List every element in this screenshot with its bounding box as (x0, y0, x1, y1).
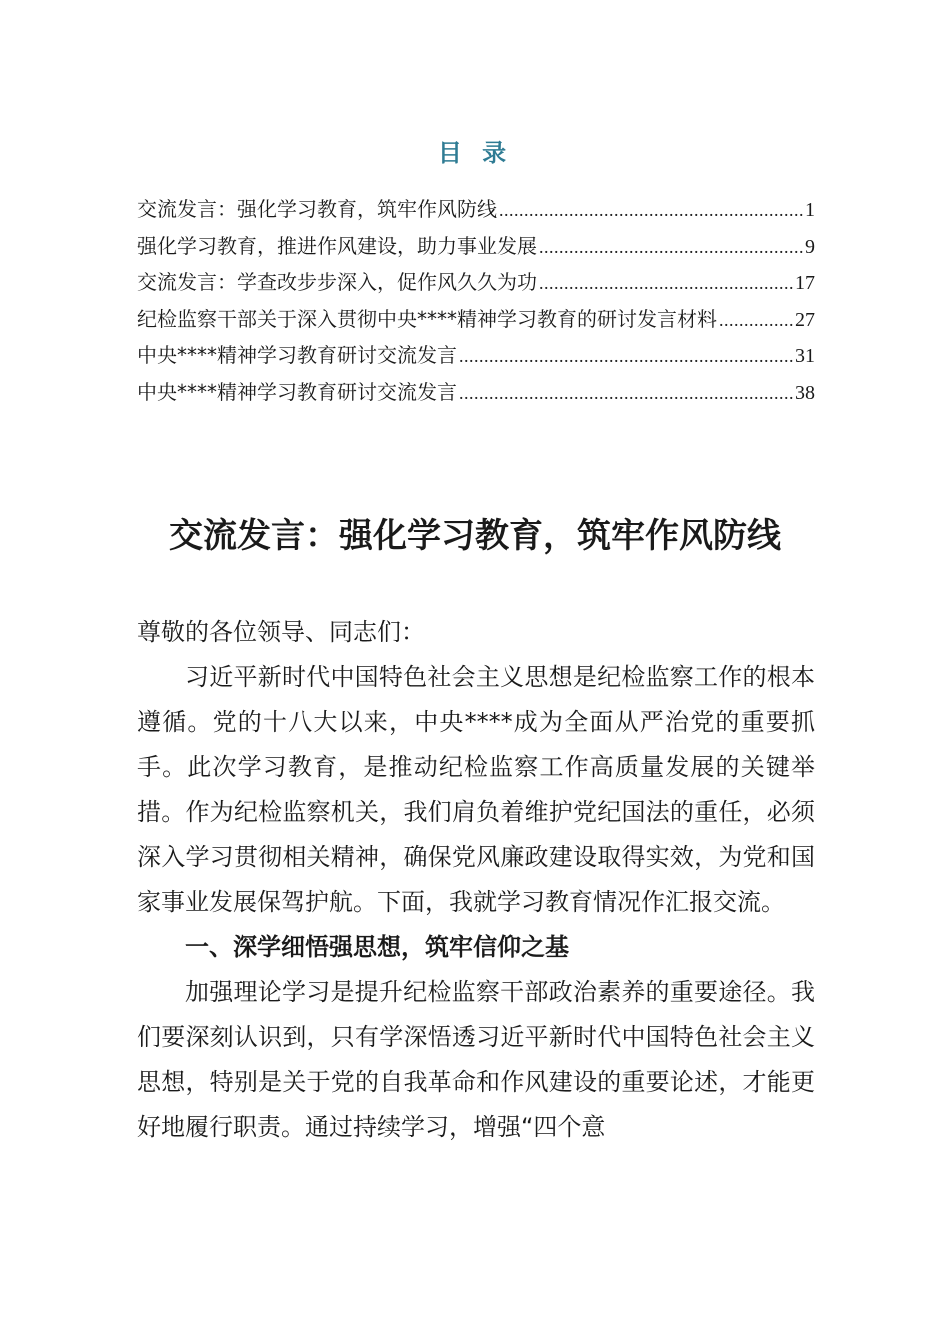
toc-entry-page: 27 (795, 308, 815, 331)
salutation: 尊敬的各位领导、同志们： (137, 618, 425, 646)
toc-entry-text: 中央****精神学习教育研讨交流发言 (137, 343, 457, 368)
toc-entry[interactable] (137, 340, 815, 377)
paragraph: 加强理论学习是提升纪检监察干部政治素养的重要途径。我们要深刻认识到，只有学深悟透习近平新时代中国特色社会主义思想，特别是关于党的自我革命和作风建设的重要论述，才能更好地履行职责。通过持续学习，增强“四个意 (137, 978, 815, 1141)
toc-entry[interactable] (137, 231, 815, 268)
article-title: 交流发言：强化学习教育，筑牢作风防线 (169, 516, 781, 556)
section-heading: 一、深学细悟强思想，筑牢信仰之基 (185, 933, 569, 961)
paragraph: 习近平新时代中国特色社会主义思想是纪检监察工作的根本遵循。党的十八大以来，中央****成为全面从严治党的重要抓手。此次学习教育，是推动纪检监察工作高质量发展的关键举措。作为纪检监察机关，我们肩负着维护党纪国法的重任，必须深入学习贯彻相关精神，确保党风廉政建设取得实效，为党和国家事业发展保驾护航。下面，我就学习教育情况作汇报交流。 (137, 663, 815, 916)
toc-entry-text: 纪检监察干部关于深入贯彻中央****精神学习教育的研讨发言材料 (137, 306, 717, 331)
toc-leader-dots (499, 195, 803, 225)
toc-entry-text: 中央****精神学习教育研讨交流发言 (137, 379, 457, 404)
toc-entry-page: 17 (795, 272, 815, 295)
toc-leader-dots (459, 341, 793, 371)
toc-leader-dots (539, 232, 803, 262)
toc-entry-page: 38 (795, 381, 815, 404)
toc-leader-dots (719, 305, 793, 335)
toc-leader-dots (459, 378, 793, 408)
toc-entry[interactable] (137, 194, 815, 231)
table-of-contents (137, 194, 815, 414)
toc-entry-page: 9 (805, 235, 815, 258)
article-body (137, 610, 815, 1150)
toc-entry-text: 交流发言：学查改步步深入，促作风久久为功 (137, 270, 537, 295)
toc-entry[interactable] (137, 267, 815, 304)
toc-entry[interactable] (137, 304, 815, 341)
toc-entry[interactable] (137, 377, 815, 414)
toc-entry-text: 交流发言：强化学习教育，筑牢作风防线 (137, 197, 497, 221)
toc-leader-dots (539, 268, 793, 298)
toc-entry-page: 31 (795, 345, 815, 368)
toc-entry-text: 强化学习教育，推进作风建设，助力事业发展 (137, 233, 537, 258)
toc-title: 目 录 (437, 139, 513, 167)
toc-entry-page: 1 (805, 199, 815, 221)
